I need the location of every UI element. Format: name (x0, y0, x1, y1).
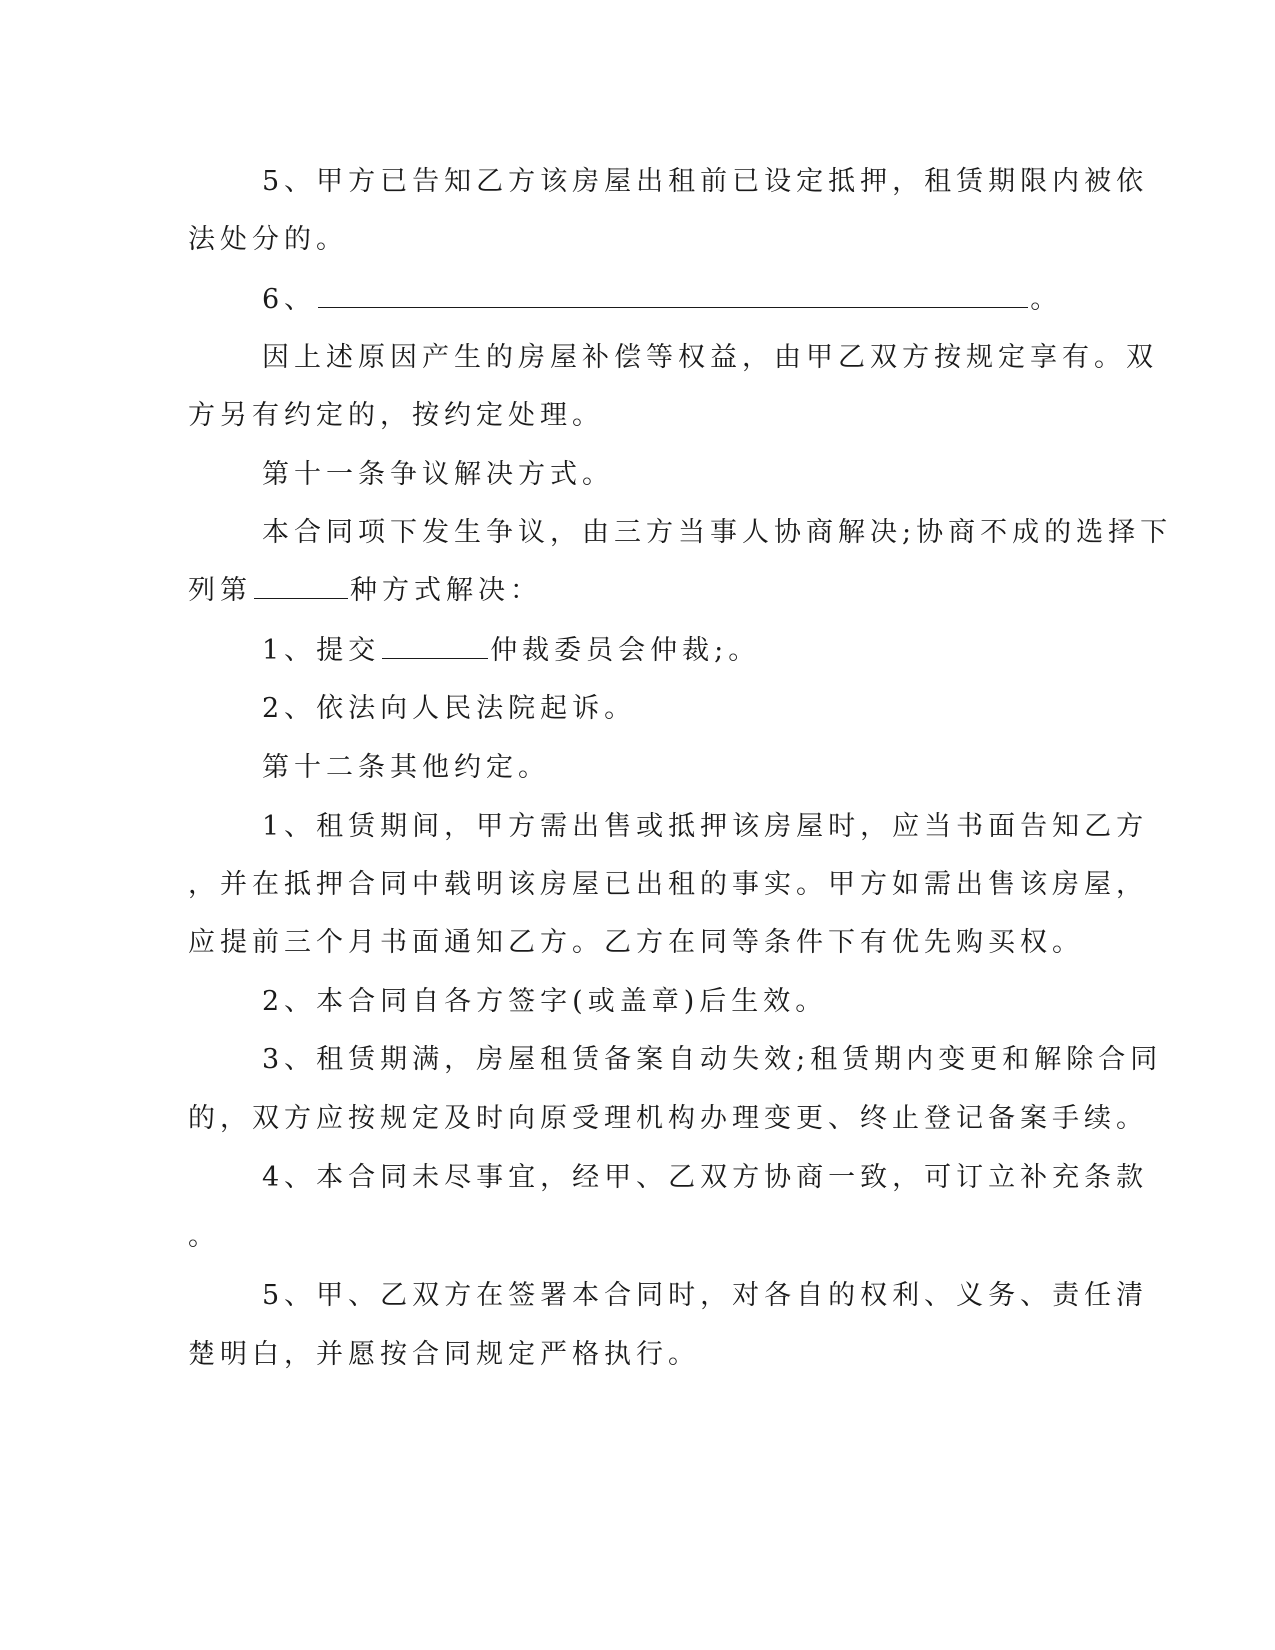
paragraph-line (262, 283, 1062, 317)
section-heading: 第十一条争议解决方式。 (262, 459, 614, 490)
paragraph-line: 本合同项下发生争议，由三方当事人协商解决;协商不成的选择下 (262, 517, 1173, 548)
paragraph-line: 法处分的。 (188, 224, 348, 255)
line-suffix: 种方式解决： (350, 575, 542, 606)
paragraph-line: ，并在抵押合同中载明该房屋已出租的事实。甲方如需出售该房屋， (188, 869, 1148, 900)
paragraph-line: 5、甲方已告知乙方该房屋出租前已设定抵押，租赁期限内被依 (262, 166, 1149, 197)
paragraph-line: 的，双方应按规定及时向原受理机构办理变更、终止登记备案手续。 (188, 1103, 1148, 1134)
paragraph-line (262, 634, 760, 668)
item-suffix: 。 (1030, 284, 1063, 315)
fill-in-blank (254, 574, 348, 599)
paragraph-line: 3、租赁期满，房屋租赁备案自动失效;租赁期内变更和解除合同 (262, 1044, 1163, 1075)
item-prefix: 6、 (262, 284, 317, 315)
section-heading: 第十二条其他约定。 (262, 752, 550, 783)
paragraph-line: 1、租赁期间，甲方需出售或抵押该房屋时，应当书面告知乙方 (262, 811, 1149, 842)
paragraph-line: 方另有约定的，按约定处理。 (188, 400, 604, 431)
line-prefix: 列第 (188, 575, 252, 606)
paragraph-line: 应提前三个月书面通知乙方。乙方在同等条件下有优先购买权。 (188, 927, 1084, 958)
paragraph-line: 5、甲、乙双方在签署本合同时，对各自的权利、义务、责任清 (262, 1280, 1149, 1311)
item-prefix: 1、提交 (262, 635, 381, 666)
paragraph-line: 2、本合同自各方签字(或盖章)后生效。 (262, 986, 828, 1017)
paragraph-line: 楚明白，并愿按合同规定严格执行。 (188, 1339, 700, 1370)
paragraph-line: 因上述原因产生的房屋补偿等权益，由甲乙双方按规定享有。双 (262, 342, 1158, 373)
paragraph-line: 4、本合同未尽事宜，经甲、乙双方协商一致，可订立补充条款 (262, 1162, 1149, 1193)
paragraph-line (188, 574, 542, 608)
item-suffix: 仲裁委员会仲裁;。 (490, 635, 761, 666)
fill-in-blank (318, 283, 1028, 308)
paragraph-line: 2、依法向人民法院起诉。 (262, 693, 637, 724)
fill-in-blank (382, 634, 488, 659)
paragraph-line: 。 (188, 1221, 220, 1252)
